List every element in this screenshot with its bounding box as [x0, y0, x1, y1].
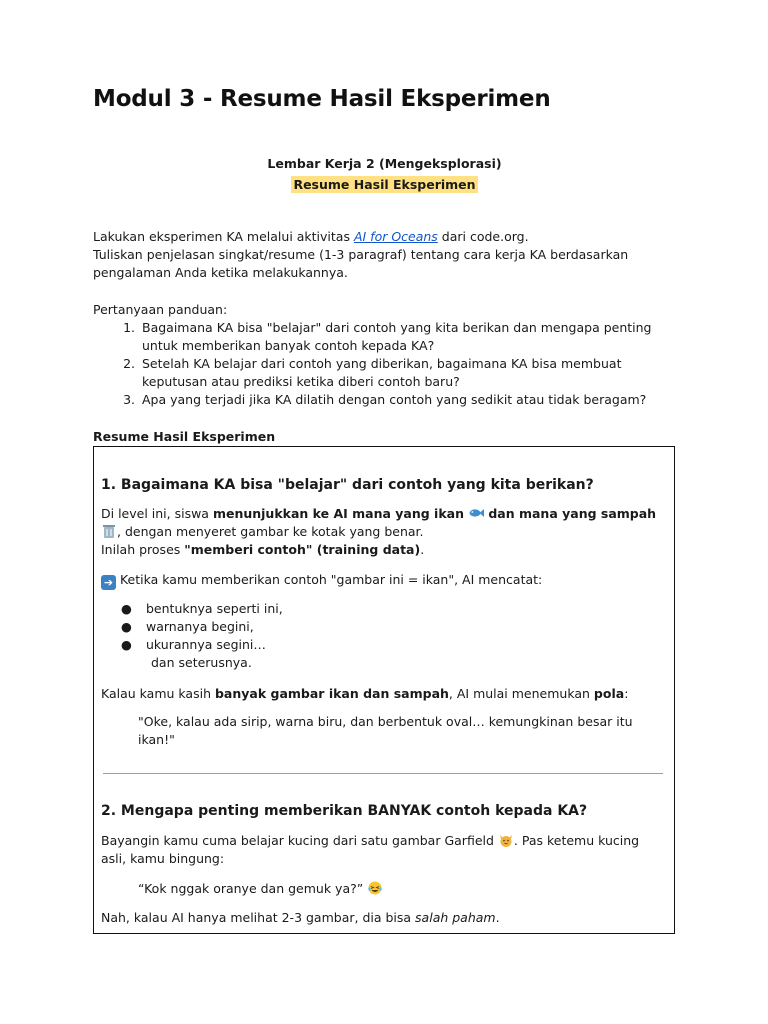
- paragraph-3: Kalau kamu kasih banyak gambar ikan dan sampah, AI mulai menemukan pola:: [101, 686, 629, 701]
- bullet-list: [101, 600, 661, 672]
- guide-label: Pertanyaan panduan:: [93, 302, 228, 317]
- worksheet-label: Lembar Kerja 2 (Mengeksplorasi): [267, 156, 502, 171]
- list-item: ● ukurannya segini…: [121, 637, 266, 652]
- resume-box: [93, 446, 675, 934]
- question-2-heading: 2. Mengapa penting memberikan BANYAK contoh kepada KA?: [101, 803, 588, 819]
- guide-item: 2. Setelah KA belajar dari contoh yang diberikan, bagaimana KA bisa membuat keputusan atau prediksi ketika diberi contoh baru?: [139, 355, 676, 391]
- laughing-emoji-icon: [367, 881, 383, 895]
- bullet-continuation: dan seterusnya.: [151, 655, 252, 670]
- trash-icon: [101, 524, 117, 538]
- guide-item: 1. Bagaimana KA bisa "belajar" dari contoh yang kita berikan dan mengapa penting untuk memberikan banyak contoh kepada KA?: [139, 319, 676, 355]
- arrow-right-icon: ➔: [101, 575, 116, 590]
- quote-2: “Kok nggak oranye dan gemuk ya?”: [138, 880, 638, 898]
- section-label: Resume Hasil Eksperimen: [93, 429, 276, 444]
- highlighted-subtitle: Resume Hasil Eksperimen: [293, 177, 476, 192]
- cat-icon: [498, 833, 514, 847]
- paragraph-2: ➔ Ketika kamu memberikan contoh "gambar ini = ikan", AI mencatat:: [101, 571, 661, 590]
- paragraph-4: Bayangin kamu cuma belajar kucing dari satu gambar Garfield . Pas ketemu kucing asli, kamu bingung:: [101, 833, 640, 866]
- page-title: Modul 3 - Resume Hasil Eksperimen: [93, 86, 551, 112]
- guide-item: 3. Apa yang terjadi jika KA dilatih dengan contoh yang sedikit atau tidak beragam?: [139, 391, 676, 409]
- divider: [103, 773, 663, 774]
- list-item: ● warnanya begini,: [121, 619, 254, 634]
- list-item: ● bentuknya seperti ini,: [121, 601, 283, 616]
- question-1-heading: 1. Bagaimana KA bisa "belajar" dari contoh yang kita berikan?: [101, 477, 594, 493]
- intro-text: Lakukan eksperimen KA melalui aktivitas AI for Oceans dari code.org. Tuliskan penjelasan singkat/resume (1-3 paragraf) tentang cara kerja KA berdasarkan pengalaman Anda ketika melakukannya.: [93, 229, 629, 280]
- fish-icon: [468, 506, 484, 520]
- ai-for-oceans-link[interactable]: AI for Oceans: [353, 229, 438, 244]
- paragraph-1: Di level ini, siswa menunjukkan ke AI mana yang ikan dan mana yang sampah , dengan menyeret gambar ke kotak yang benar. Inilah proses "memberi contoh" (training data).: [101, 506, 657, 557]
- guide-questions: [93, 301, 676, 409]
- quote-1: "Oke, kalau ada sirip, warna biru, dan berbentuk oval… kemungkinan besar itu ikan!": [138, 714, 633, 747]
- paragraph-5: Nah, kalau AI hanya melihat 2-3 gambar, dia bisa salah paham.: [101, 910, 500, 925]
